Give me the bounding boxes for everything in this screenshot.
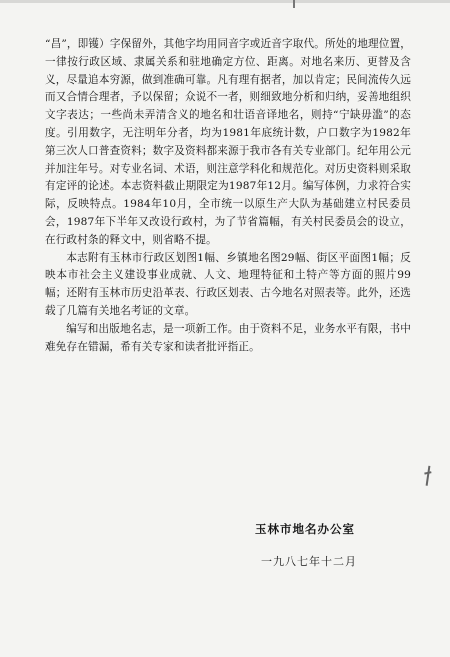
scan-mark-margin: [426, 466, 434, 487]
scan-mark-top: [293, 0, 295, 8]
paragraph-closing: 编写和出版地名志，是一项新工作。由于资料不足，业务水平有限，书中难免存在错漏，希有关专家和读者批评指正。: [45, 322, 411, 353]
signature-office: 玉林市地名办公室: [255, 522, 355, 536]
scan-top-edge: [0, 0, 450, 3]
signature-block: [255, 521, 425, 569]
document-body: [45, 36, 411, 356]
paragraph-continued: “昌”，即镬）字保留外，其他字均用同音字或近音字取代。所处的地理位置，一律按行政区域、隶属关系和驻地确定方位、距离。对地名来历、更替及含义，尽量追本穷源，做到准确可靠。凡有理有据者，加以肯定；民间流传久远而又合情合理者，予以保留；众说不一者，则细致地分析和归纳，妥善地组织文字表达；一些尚未弄清含义的地名和壮语音译地名，则持“宁缺毋滥”的态度。引用数字，无注明年分者，均为1981年底统计数，户口数字为1982年第三次人口普查资料；数字及资料都来源于我市各有关专业部门。纪年用公元并加注年号。对专业名词、术语，则注意学科化和规范化。对历史资料则采取有定评的论述。本志资料截止期限定为1987年12月。编写体例，力求符合实际，反映特点。1984年10月，全市统一以原生产大队为基础建立村民委员会，1987年下半年又改设行政村，为了节省篇幅，有关村民委员会的设立，在行政村条的释文中，则省略不提。: [45, 38, 411, 246]
paragraph-appendix: 本志附有玉林市行政区划图1幅、乡镇地名图29幅、街区平面图1幅；反映本市社会主义建设事业成就、人文、地理特征和土特产等方面的照片99幅；还附有玉林市历史沿革表、行政区划表、古今地名对照表等。此外，还选载了几篇有关地名考证的文章。: [45, 251, 411, 317]
signature-date: 一九八七年十二月: [261, 555, 357, 568]
